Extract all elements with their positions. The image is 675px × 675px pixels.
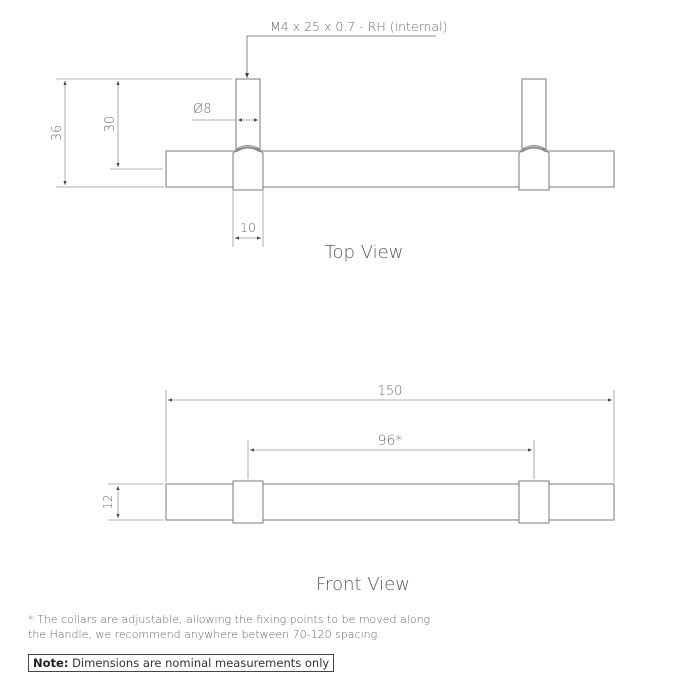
dim-projection: 30 <box>103 115 118 133</box>
dim-collar-width: 10 <box>240 220 256 235</box>
dim-overall-length: 150 <box>377 384 403 399</box>
dim-hole-centres: 96* <box>377 433 403 449</box>
dim-overall-depth: 36 <box>50 124 65 142</box>
front-right-collar <box>519 481 549 523</box>
note-text: Dimensions are nominal measurements only <box>72 656 330 670</box>
note-label: Note: <box>33 656 69 670</box>
dim-stud-diameter: Ø8 <box>193 102 212 117</box>
top-view <box>50 19 614 263</box>
dim-bar-diameter: 12 <box>101 494 115 510</box>
left-stud <box>236 79 260 149</box>
front-view-title: Front View <box>316 574 410 595</box>
front-view <box>101 384 614 595</box>
thread-callout-label: M4 x 25 x 0.7 - RH (internal) <box>270 19 448 34</box>
collar-footnote: * The collars are adjustable, allowing the fixing points to be moved along the Handle, we recommend anywhere between 70-120 spacing. <box>28 613 431 641</box>
top-view-title: Top View <box>324 242 404 263</box>
front-left-collar <box>233 481 263 523</box>
left-collar <box>233 147 263 190</box>
thread-callout-leader <box>247 19 447 78</box>
right-collar <box>519 147 549 190</box>
note-box <box>28 654 334 672</box>
right-stud <box>522 79 546 149</box>
